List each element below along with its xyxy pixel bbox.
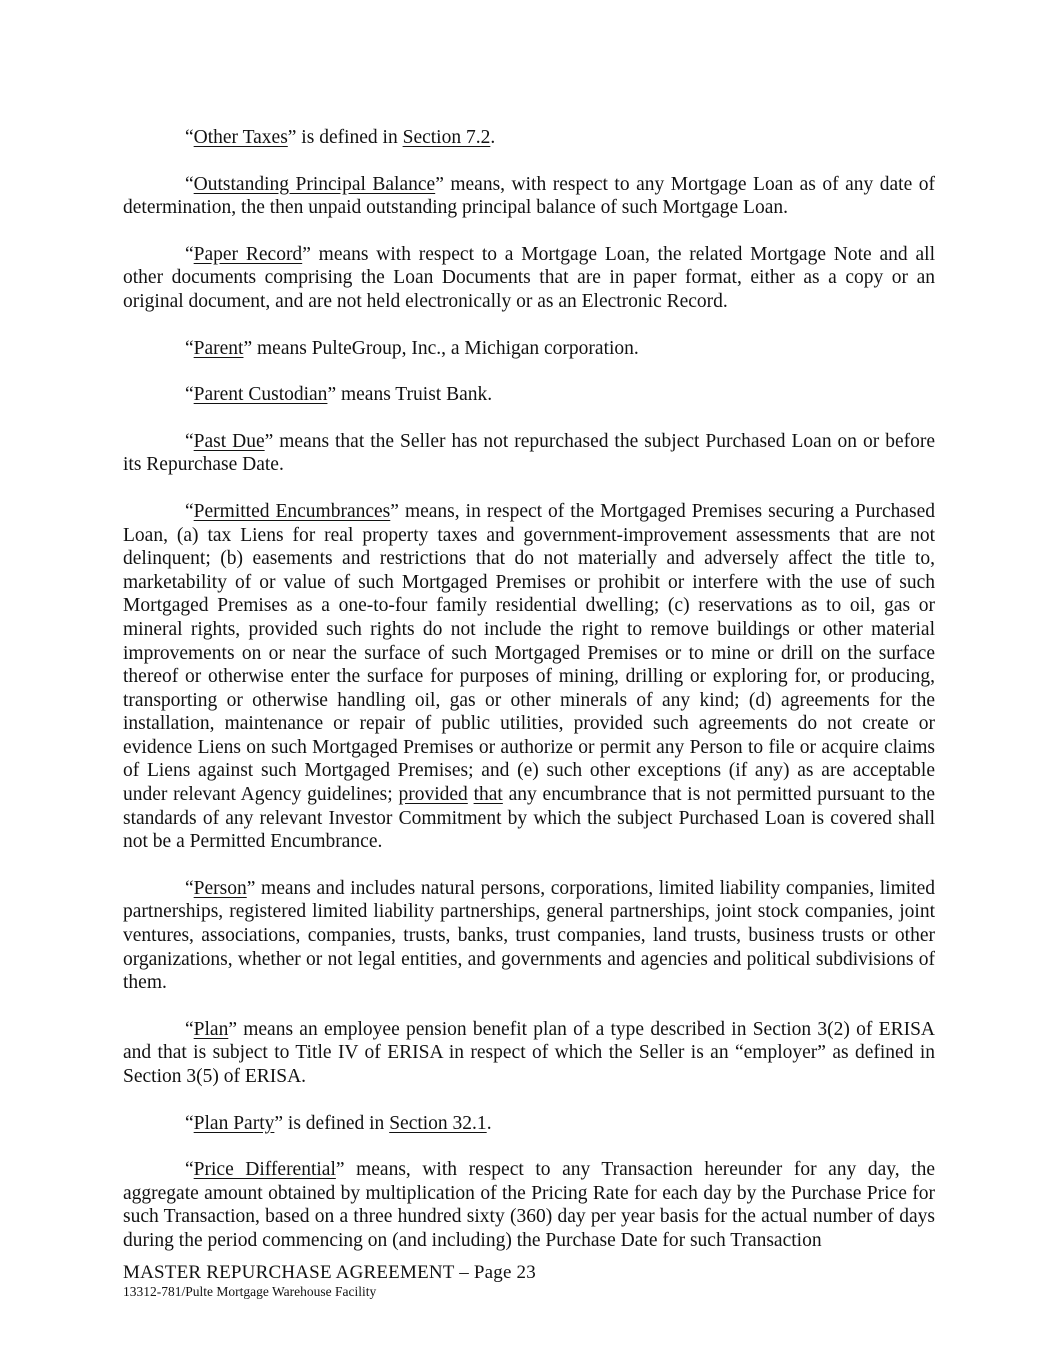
- underlined-term: Plan: [193, 1018, 229, 1040]
- paragraph-text: ” means an employee pension benefit plan of a type described in Section 3(2) of ERISA and that is subject to Title IV of ERISA in respect of which the Seller is an “employer” as defined in Section 3(5) of ERISA.: [123, 1018, 935, 1087]
- paragraph: [123, 243, 935, 314]
- paragraph-text: “: [185, 173, 194, 195]
- underlined-term: Person: [193, 877, 247, 899]
- underlined-term: Past Due: [193, 430, 265, 452]
- underlined-term: provided: [398, 784, 468, 806]
- paragraph-text: ” means and includes natural persons, corporations, limited liability companies, limited partnerships, registered limited liability partnerships, general partnerships, joint stock companies, joint ventures, associations, companies, trusts, banks, trust companies, land trusts, business trusts or other organizations, whether or not legal entities, and governments and agencies and political subdivisions of them.: [123, 877, 935, 994]
- paragraph-text: .: [490, 127, 496, 148]
- paragraph-text: ” is defined in: [274, 1112, 390, 1134]
- paragraph-text: ” is defined in: [287, 127, 403, 148]
- paragraph-text: “: [185, 877, 194, 899]
- paragraph-text: ” means with respect to a Mortgage Loan, the related Mortgage Note and all other documents comprising the Loan Documents that are in paper format, either as a copy or an original document, and are not held electronically or as an Electronic Record.: [123, 243, 935, 312]
- paragraph-text: “: [185, 243, 194, 265]
- paragraph-text: “: [185, 430, 194, 452]
- paragraph-text: any encumbrance that is not permitted pursuant to the standards of any relevant Investor Commitment by which the subject Purchased Loan is covered shall not be a Permitted Encumbrance.: [123, 784, 935, 853]
- page-footer: [123, 1262, 536, 1300]
- underlined-term: Section 32.1: [389, 1112, 487, 1134]
- underlined-term: Other Taxes: [193, 127, 288, 148]
- paragraph: [123, 383, 935, 407]
- document-body: [123, 126, 935, 1253]
- paragraph: [123, 337, 935, 361]
- paragraph-text: .: [486, 1112, 492, 1134]
- paragraph-text: ” means, with respect to any Transaction hereunder for any day, the aggregate amount obtained by multiplication of the Pricing Rate for each day by the Purchase Price for such Transaction, based on a three hundred sixty (360) day per year basis for the actual number of days during the period commencing on (and including) the Purchase Date for such Transaction: [123, 1159, 935, 1251]
- paragraph: [123, 430, 935, 477]
- footer-agreement-title: MASTER REPURCHASE AGREEMENT – Page 23: [123, 1262, 536, 1283]
- underlined-term: that: [473, 784, 503, 806]
- underlined-term: Parent: [193, 337, 244, 359]
- underlined-term: Section 7.2: [402, 127, 491, 148]
- paragraph-text: “: [185, 1018, 194, 1040]
- paragraph: [123, 500, 935, 854]
- underlined-term: Parent Custodian: [193, 384, 328, 406]
- paragraph-text: ” means Truist Bank.: [327, 384, 493, 406]
- underlined-term: Price Differential: [193, 1159, 336, 1181]
- paragraph: [123, 173, 935, 220]
- footer-matter-reference: 13312-781/Pulte Mortgage Warehouse Facility: [123, 1284, 377, 1299]
- paragraph-text: “: [185, 1112, 194, 1134]
- paragraph-text: ” means, with respect to any Mortgage Loan as of any date of determination, the then unpaid outstanding principal balance of such Mortgage Loan.: [123, 173, 935, 219]
- underlined-term: Plan Party: [193, 1112, 275, 1134]
- underlined-term: Outstanding Principal Balance: [193, 173, 436, 195]
- paragraph: [123, 1018, 935, 1089]
- paragraph-text: “: [185, 384, 194, 406]
- paragraph-text: ” means PulteGroup, Inc., a Michigan corporation.: [243, 337, 639, 359]
- underlined-term: Paper Record: [193, 243, 303, 265]
- underlined-term: Permitted Encumbrances: [193, 500, 391, 522]
- paragraph-text: “: [185, 127, 194, 148]
- paragraph-text: “: [185, 1159, 194, 1181]
- paragraph: [123, 126, 935, 150]
- paragraph: [123, 1112, 935, 1136]
- paragraph-text: “: [185, 500, 194, 522]
- paragraph-text: ” means, in respect of the Mortgaged Premises securing a Purchased Loan, (a) tax Liens for real property taxes and government-improvement assessments that are not delinquent; (b) easements and restrictions that do not materially and adversely affect the title to, marketability of or value of such Mortgaged Premises or prohibit or interfere with the use of such Mortgaged Premises as a one-to-four family residential dwelling; (c) reservations as to oil, gas or mineral rights, provided such rights do not include the right to remove buildings or other material improvements on or near the surface of such Mortgaged Premises or to mine or drill on the surface thereof or otherwise enter the surface for purposes of mining, drilling or exploring for, or producing, transporting or otherwise handling oil, gas or other minerals of any kind; (d) agreements for the installation, maintenance or repair of public utilities, provided such agreements do not create or evidence Liens on such Mortgaged Premises or authorize or permit any Person to file or acquire claims of Liens against such Mortgaged Premises; and (e) such other exceptions (if any) as are acceptable under relevant Agency guidelines;: [123, 500, 936, 806]
- paragraph-text: “: [185, 337, 194, 359]
- paragraph: [123, 877, 935, 995]
- paragraph-text: ” means that the Seller has not repurchased the subject Purchased Loan on or before its Repurchase Date.: [123, 430, 936, 476]
- paragraph: [123, 1158, 935, 1252]
